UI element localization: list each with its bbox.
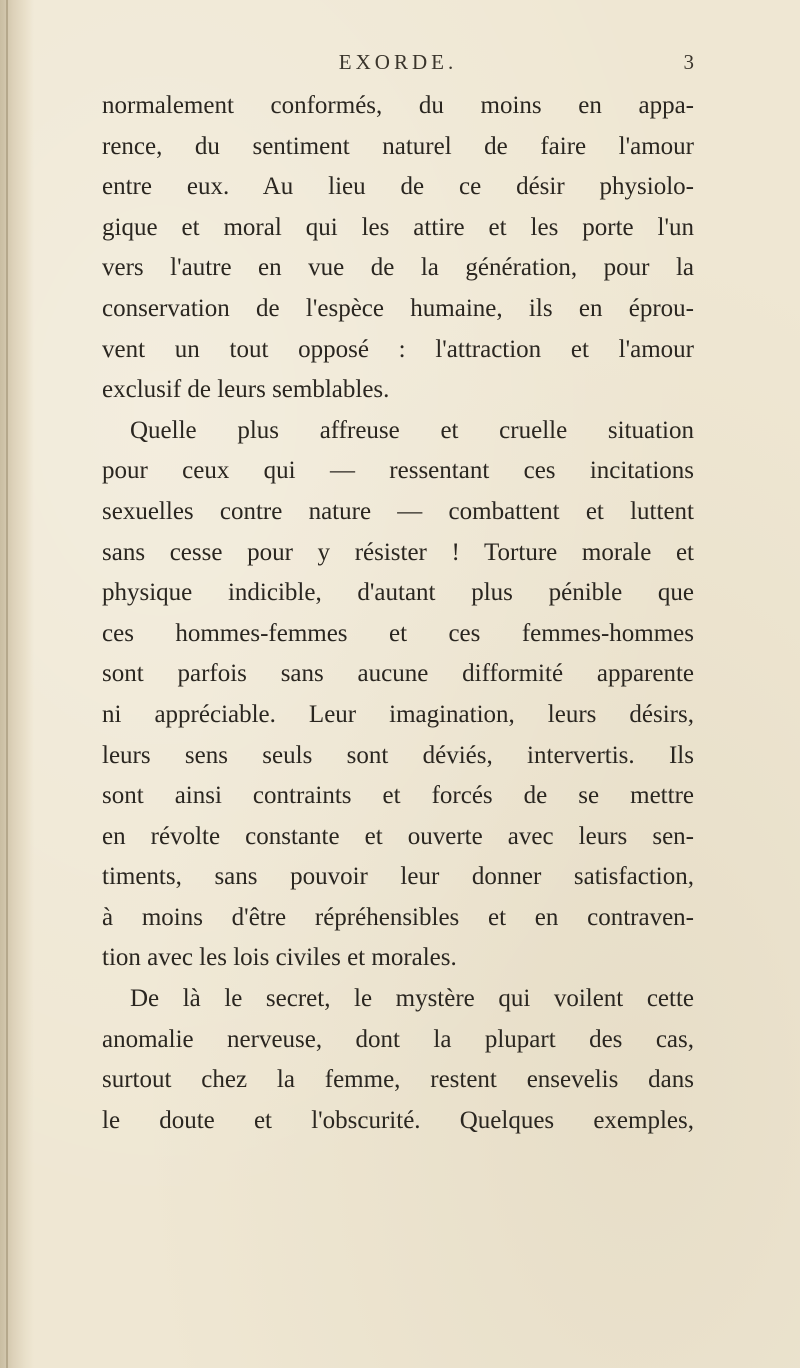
text-line: le doute et l'obscurité. Quelques exemples,	[102, 1106, 694, 1134]
paragraph-end-line: tion avec les lois civiles et morales.	[102, 944, 457, 972]
text-line: en révolte constante et ouverte avec leurs sen-	[102, 822, 694, 850]
text-line: leurs sens seuls sont déviés, intervertis. Ils	[102, 741, 694, 769]
text-line: surtout chez la femme, restent ensevelis dans	[102, 1066, 694, 1094]
text-line: conservation de l'espèce humaine, ils en éprou-	[102, 294, 694, 322]
spine-edge-line	[6, 0, 8, 1368]
page-header	[102, 50, 694, 80]
paragraph-start-line: Quelle plus affreuse et cruelle situation	[130, 416, 694, 444]
text-line: entre eux. Au lieu de ce désir physiolo-	[102, 173, 694, 201]
text-line: sont ainsi contraints et forcés de se mettre	[102, 782, 694, 810]
text-line: anomalie nerveuse, dont la plupart des cas,	[102, 1025, 694, 1053]
paragraph-start-line: De là le secret, le mystère qui voilent cette	[130, 985, 694, 1013]
text-line: normalement conformés, du moins en appa-	[102, 92, 694, 119]
text-line: vent un tout opposé : l'attraction et l'amour	[102, 335, 694, 363]
text-line: sexuelles contre nature — combattent et luttent	[102, 497, 694, 525]
page-spine-shadow	[0, 0, 34, 1368]
running-title: EXORDE.	[338, 50, 458, 74]
text-line: pour ceux qui — ressentant ces incitations	[102, 457, 694, 485]
text-line: à moins d'être répréhensibles et en contraven-	[102, 903, 694, 931]
text-line: gique et moral qui les attire et les porte l'un	[102, 213, 694, 241]
paragraph-end-line: exclusif de leurs semblables.	[102, 376, 390, 404]
text-line: vers l'autre en vue de la génération, pour la	[102, 254, 694, 282]
text-line: timents, sans pouvoir leur donner satisfaction,	[102, 863, 694, 891]
page-number: 3	[683, 50, 694, 74]
text-line: physique indicible, d'autant plus pénible que	[102, 579, 694, 607]
body-text	[102, 86, 694, 1141]
text-line: sans cesse pour y résister ! Torture morale et	[102, 538, 694, 566]
text-line: ni appréciable. Leur imagination, leurs désirs,	[102, 700, 694, 728]
text-line: ces hommes-femmes et ces femmes-hommes	[102, 619, 694, 647]
text-line: sont parfois sans aucune difformité apparente	[102, 660, 694, 688]
text-line: rence, du sentiment naturel de faire l'amour	[102, 132, 694, 160]
